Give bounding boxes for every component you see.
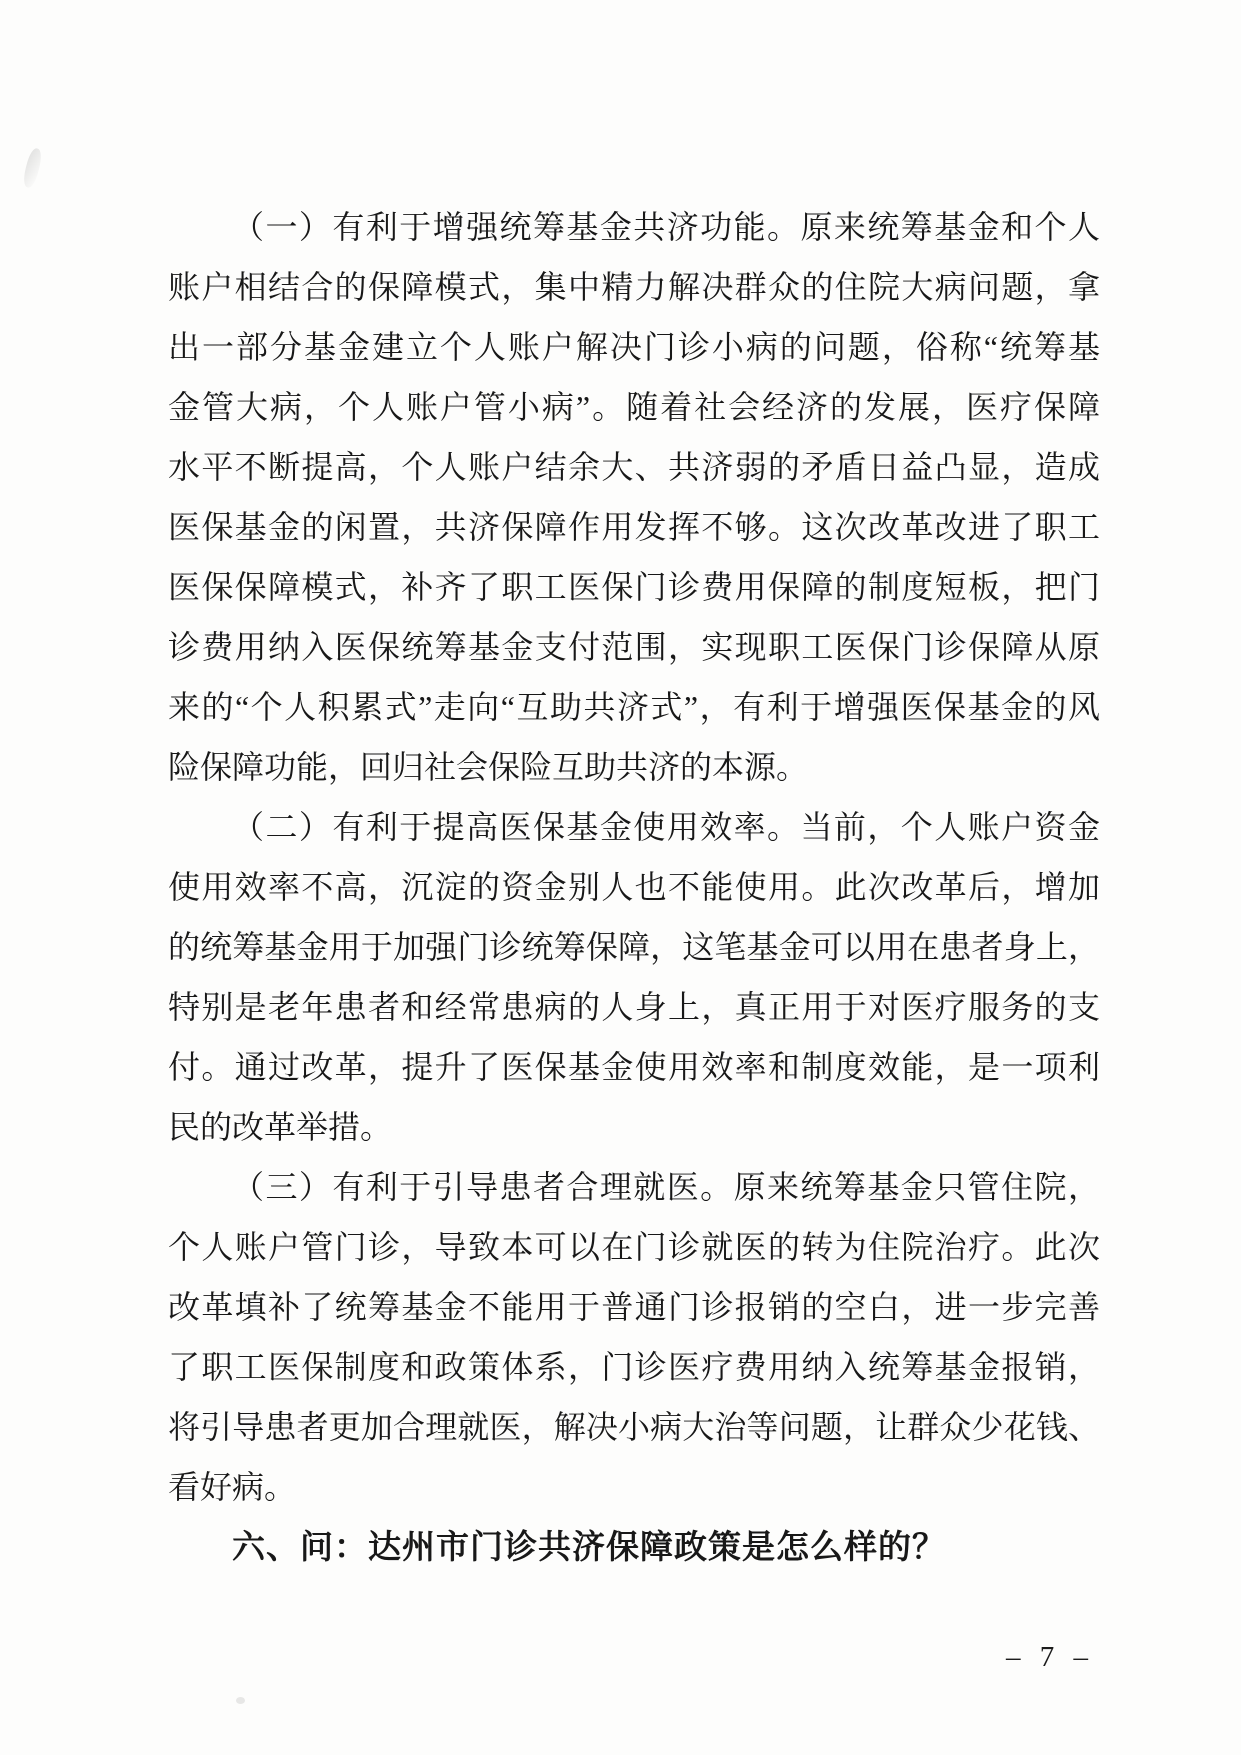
- paragraph-1-line-4: 金管大病，个人账户管小病”。随着社会经济的发展，医疗保障: [168, 389, 1100, 425]
- paragraph-1-line-2: 账户相结合的保障模式，集中精力解决群众的住院大病问题，拿: [168, 269, 1100, 305]
- paragraph-2-line-1: （二）有利于提高医保基金使用效率。当前，个人账户资金: [232, 809, 1100, 845]
- paragraph-3-line-6: 看好病。: [168, 1469, 297, 1505]
- scan-artifact: [21, 147, 43, 189]
- paragraph-1-line-8: 诊费用纳入医保统筹基金支付范围，实现职工医保门诊保障从原: [168, 629, 1100, 665]
- paragraph-1-line-3: 出一部分基金建立个人账户解决门诊小病的问题，俗称“统筹基: [168, 329, 1100, 365]
- paragraph-1-line-7: 医保保障模式，补齐了职工医保门诊费用保障的制度短板，把门: [168, 569, 1100, 605]
- paragraph-2-line-6: 民的改革举措。: [168, 1109, 393, 1145]
- paragraph-2-line-2: 使用效率不高，沉淀的资金别人也不能使用。此次改革后，增加: [168, 869, 1100, 905]
- page-number: – 7 –: [1006, 1641, 1094, 1673]
- paragraph-2-line-5: 付。通过改革，提升了医保基金使用效率和制度效能，是一项利: [168, 1049, 1100, 1085]
- document-body: [168, 197, 1100, 1577]
- paragraph-3-line-4: 了职工医保制度和政策体系，门诊医疗费用纳入统筹基金报销，: [168, 1349, 1100, 1385]
- paragraph-1-line-10: 险保障功能，回归社会保险互助共济的本源。: [168, 749, 809, 785]
- paragraph-1-line-1: （一）有利于增强统筹基金共济功能。原来统筹基金和个人: [232, 209, 1100, 245]
- paragraph-3-line-1: （三）有利于引导患者合理就医。原来统筹基金只管住院，: [232, 1169, 1100, 1205]
- paragraph-3-line-2: 个人账户管门诊，导致本可以在门诊就医的转为住院治疗。此次: [168, 1229, 1100, 1265]
- paragraph-3-line-5: 将引导患者更加合理就医，解决小病大治等问题，让群众少花钱、: [168, 1409, 1100, 1445]
- paragraph-1-line-5: 水平不断提高，个人账户结余大、共济弱的矛盾日益凸显，造成: [168, 449, 1100, 485]
- paragraph-1-line-6: 医保基金的闲置，共济保障作用发挥不够。这次改革改进了职工: [168, 509, 1100, 545]
- paragraph-2-line-3: 的统筹基金用于加强门诊统筹保障，这笔基金可以用在患者身上，: [168, 929, 1100, 965]
- paragraph-2-line-4: 特别是老年患者和经常患病的人身上，真正用于对医疗服务的支: [168, 989, 1100, 1025]
- section-heading: 六、问：达州市门诊共济保障政策是怎么样的？: [232, 1528, 946, 1565]
- paragraph-3-line-3: 改革填补了统筹基金不能用于普通门诊报销的空白，进一步完善: [168, 1289, 1100, 1325]
- scan-artifact: [236, 1697, 245, 1704]
- paragraph-1-line-9: 来的“个人积累式”走向“互助共济式”，有利于增强医保基金的风: [168, 689, 1100, 725]
